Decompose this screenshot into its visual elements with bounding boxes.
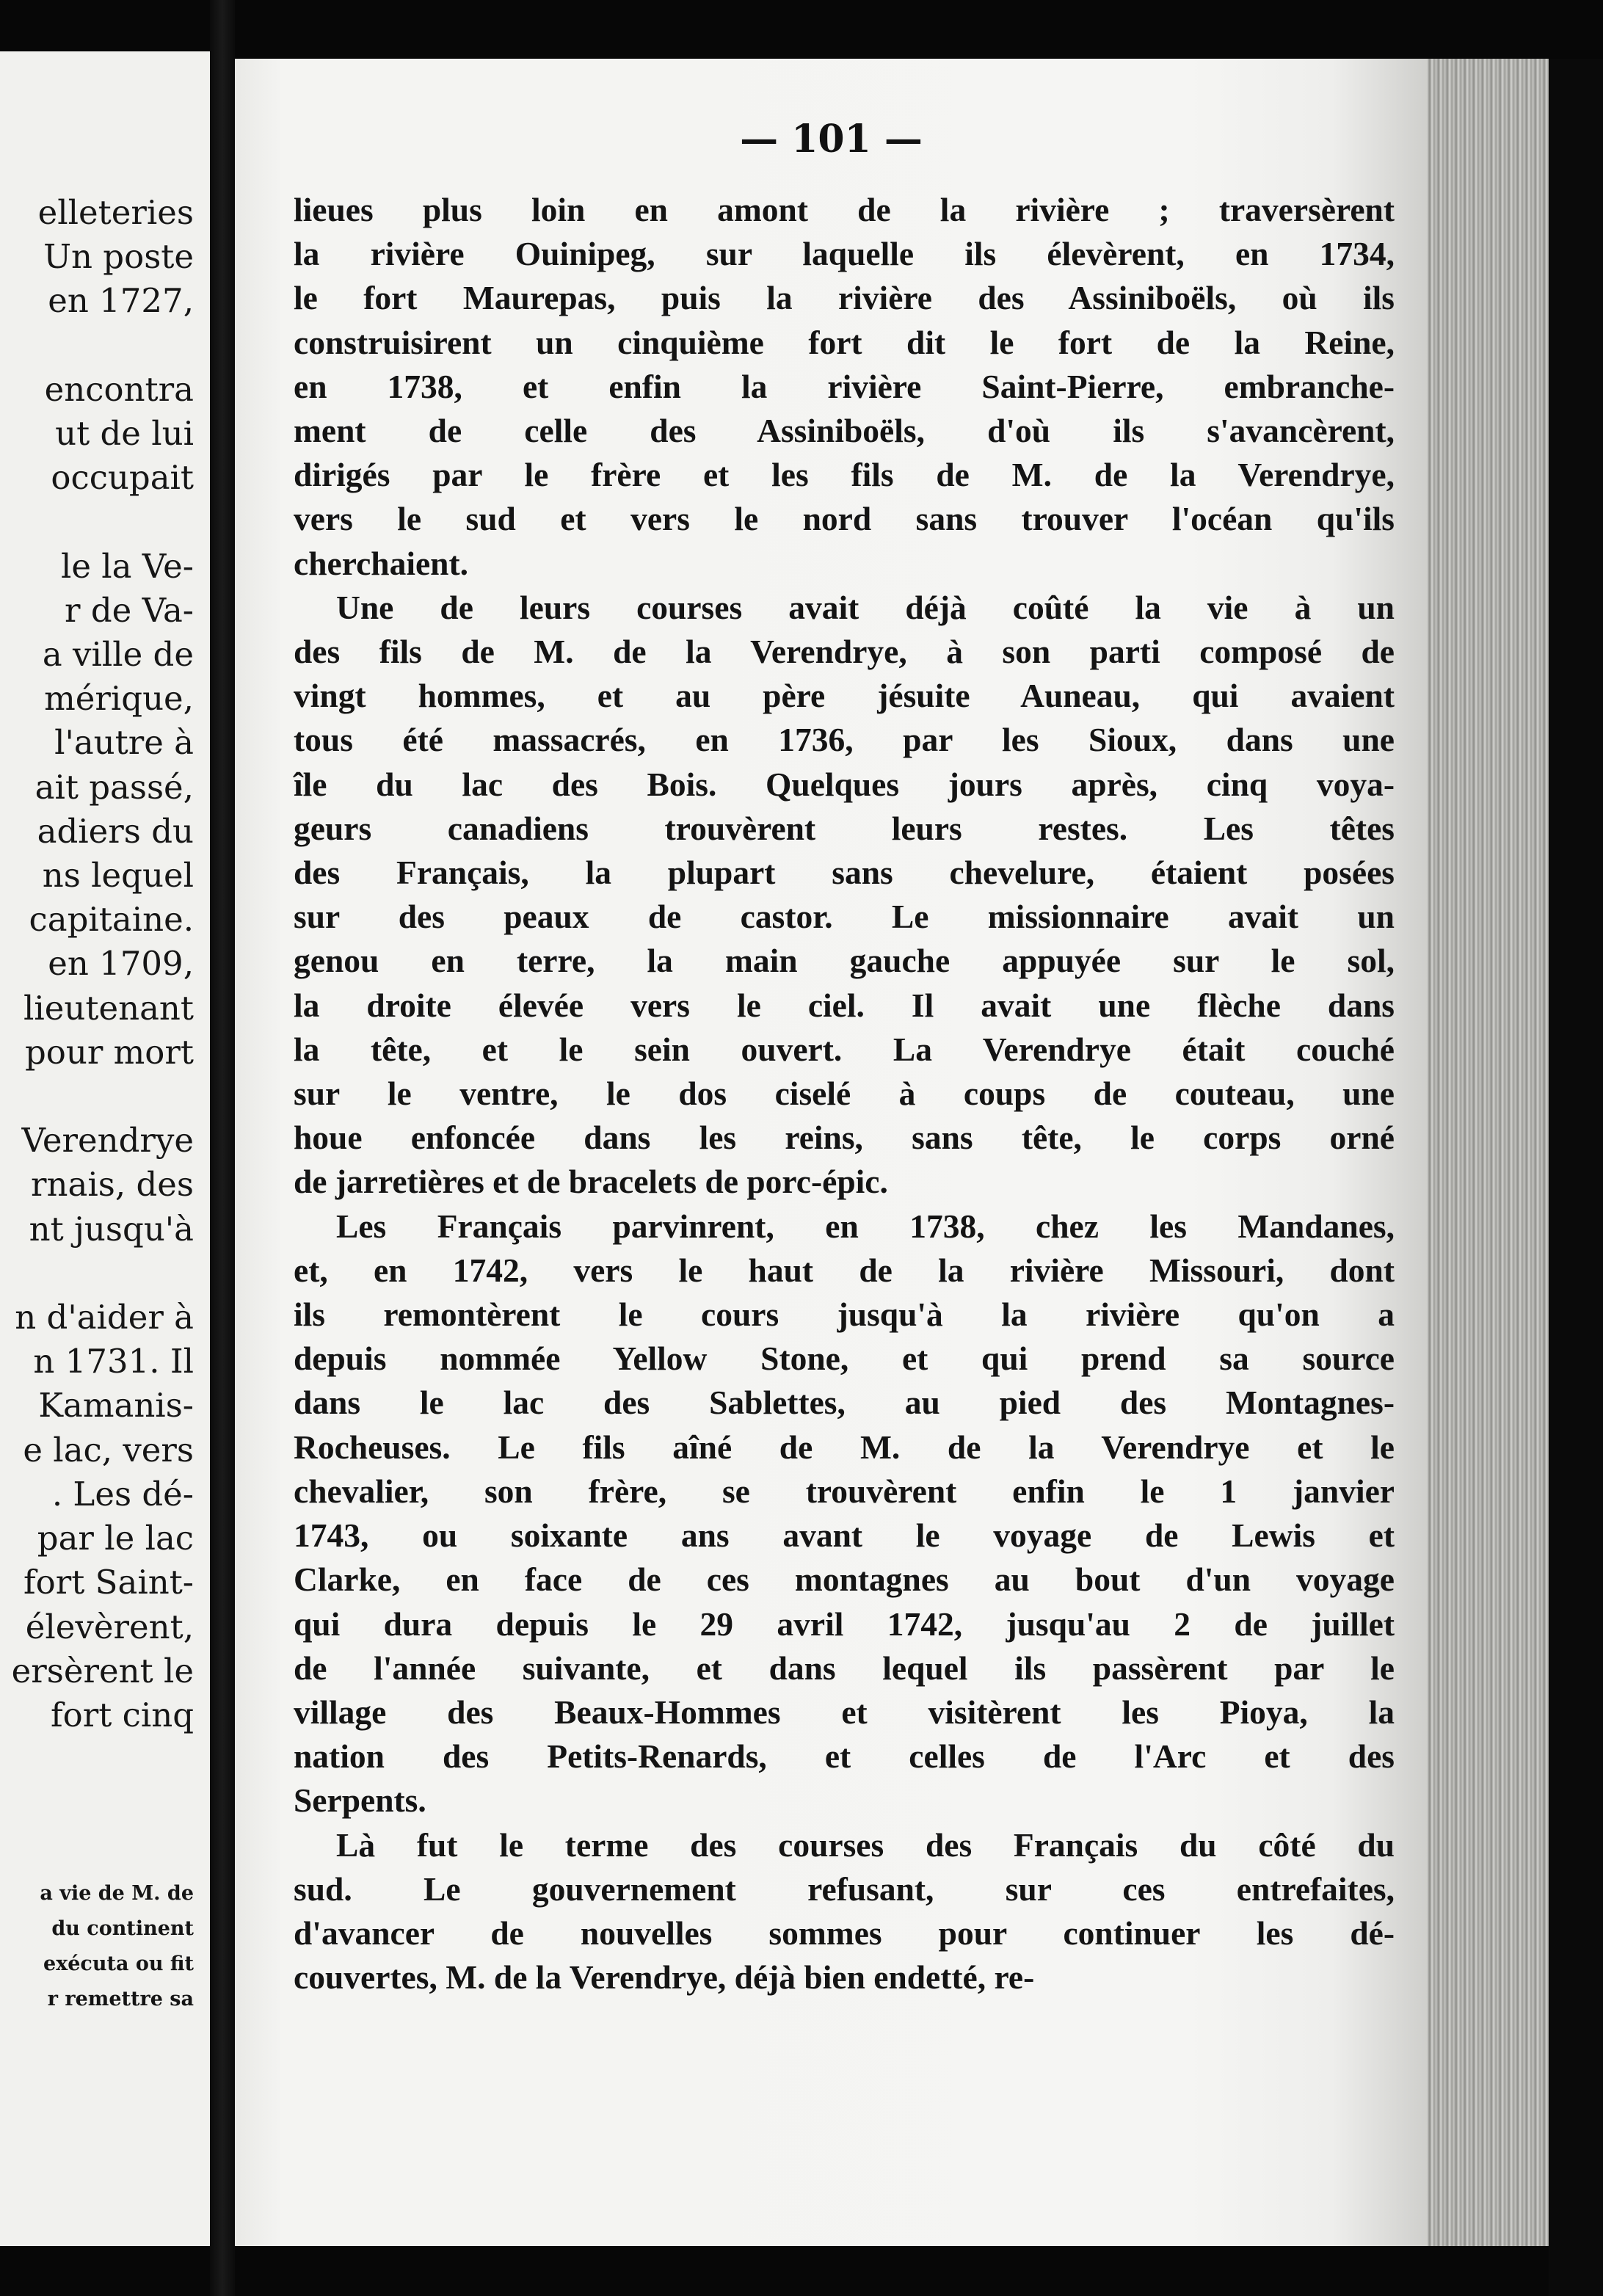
previous-page-line: en 1709,	[48, 944, 194, 984]
text-line: Clarke, en face de ces montagnes au bout d'un voyage	[294, 1561, 1395, 1599]
previous-page-text	[12, 191, 194, 1737]
paragraph	[294, 188, 1395, 586]
previous-page-line	[12, 1075, 194, 1119]
text-line: tous été massacrés, en 1736, par les Sioux, dans une	[294, 721, 1395, 759]
previous-page-line: n d'aider à	[15, 1298, 194, 1337]
previous-page-line: occupait	[51, 458, 194, 498]
page-edge-shadow	[1549, 59, 1603, 2296]
page-edges	[1428, 59, 1556, 2246]
text-line: vers le sud et vers le nord sans trouver l'océan qu'ils	[294, 500, 1395, 538]
text-line: construisirent un cinquième fort dit le fort de la Reine,	[294, 323, 1395, 361]
previous-page-line: encontra	[44, 369, 194, 409]
text-line: dirigés par le frère et les fils de M. de la Verendrye,	[294, 456, 1395, 494]
text-line: Une de leurs courses avait déjà coûté la vie à un	[336, 588, 1395, 626]
previous-page-line: r de Va-	[65, 590, 194, 630]
book-page	[235, 59, 1428, 2246]
text-line: île du lac des Bois. Quelques jours après, cinq voya-	[294, 765, 1395, 803]
previous-page-line: le la Ve-	[60, 546, 194, 586]
previous-page-line: par le lac	[37, 1519, 194, 1558]
text-line: genou en terre, la main gauche appuyée sur le sol,	[294, 942, 1395, 980]
previous-page-line: elleteries	[37, 193, 194, 232]
text-line: 1743, ou soixante ans avant le voyage de Lewis et	[294, 1516, 1395, 1555]
previous-page-line: ut de lui	[55, 414, 194, 454]
text-line: de jarretières et de bracelets de porc-épic.	[294, 1163, 888, 1201]
previous-page-footnote-line: r remettre sa	[47, 1988, 194, 2010]
previous-page-line: Kamanis-	[38, 1386, 194, 1425]
text-line: Là fut le terme des courses des Français du côté du	[336, 1825, 1395, 1864]
previous-page-line: adiers du	[37, 811, 194, 851]
previous-page-line: mérique,	[44, 679, 194, 719]
previous-page-line: Un poste	[43, 237, 194, 277]
paragraph	[294, 586, 1395, 1205]
text-line: la rivière Ouinipeg, sur laquelle ils élevèrent, en 1734,	[294, 235, 1395, 273]
previous-page-line: Verendrye	[21, 1121, 194, 1160]
previous-page-line: a ville de	[42, 635, 194, 675]
previous-page-line: n 1731. Il	[33, 1342, 194, 1381]
previous-page-line: e lac, vers	[23, 1430, 194, 1469]
text-line: la tête, et le sein ouvert. La Verendrye était couché	[294, 1030, 1395, 1068]
text-line: ment de celle des Assiniboëls, d'où ils s'avancèrent,	[294, 412, 1395, 450]
text-line: Serpents.	[294, 1781, 426, 1820]
text-line: des fils de M. de la Verendrye, à son parti composé de	[294, 633, 1395, 671]
text-line: Rocheuses. Le fils aîné de M. de la Verendrye et le	[294, 1428, 1395, 1466]
previous-page-line: l'autre à	[54, 723, 194, 763]
text-line: chevalier, son frère, se trouvèrent enfin le 1 janvier	[294, 1472, 1395, 1510]
text-line: sur le ventre, le dos ciselé à coups de couteau, une	[294, 1075, 1395, 1113]
previous-page-line: fort cinq	[50, 1695, 194, 1734]
previous-page-line	[12, 324, 194, 368]
text-line: le fort Maurepas, puis la rivière des Assiniboëls, où ils	[294, 279, 1395, 317]
text-line: nation des Petits-Renards, et celles de l'Arc et des	[294, 1737, 1395, 1776]
text-line: sur des peaux de castor. Le missionnaire avait un	[294, 898, 1395, 936]
previous-page-line	[12, 1251, 194, 1296]
text-line: des Français, la plupart sans chevelure, étaient posées	[294, 854, 1395, 892]
text-line: dans le lac des Sablettes, au pied des Montagnes-	[294, 1384, 1395, 1422]
paragraph	[294, 1823, 1395, 2000]
previous-page-line: fort Saint-	[23, 1563, 194, 1602]
previous-page-footnote-line: exécuta ou fit	[43, 1952, 194, 1975]
previous-page-fragment	[0, 51, 210, 2246]
text-line: ils remontèrent le cours jusqu'à la rivière qu'on a	[294, 1296, 1395, 1334]
page-number: — 101 —	[740, 117, 923, 161]
previous-page-line: lieutenant	[23, 988, 194, 1028]
text-line: de l'année suivante, et dans lequel ils passèrent par le	[294, 1649, 1395, 1687]
text-line: couvertes, M. de la Verendrye, déjà bien endetté, re-	[294, 1958, 1035, 1997]
previous-page-line: ersèrent le	[11, 1651, 194, 1690]
previous-page-line	[12, 500, 194, 544]
text-line: cherchaient.	[294, 544, 468, 582]
text-line: d'avancer de nouvelles sommes pour continuer les dé-	[294, 1914, 1395, 1952]
text-line: sud. Le gouvernement refusant, sur ces entrefaites,	[294, 1870, 1395, 1908]
previous-page-line: en 1727,	[48, 281, 194, 321]
text-line: la droite élevée vers le ciel. Il avait une flèche dans	[294, 986, 1395, 1024]
previous-page-line: ns lequel	[42, 856, 194, 895]
book-gutter	[210, 0, 235, 2296]
previous-page-footnote	[40, 1876, 194, 2017]
text-line: geurs canadiens trouvèrent leurs restes. Les têtes	[294, 809, 1395, 847]
previous-page-line: rnais, des	[31, 1165, 194, 1205]
text-line: qui dura depuis le 29 avril 1742, jusqu'au 2 de juillet	[294, 1605, 1395, 1643]
previous-page-line: capitaine.	[29, 900, 194, 940]
text-line: depuis nommée Yellow Stone, et qui prend sa source	[294, 1340, 1395, 1378]
text-line: vingt hommes, et au père jésuite Auneau, qui avaient	[294, 677, 1395, 715]
previous-page-line: nt jusqu'à	[29, 1209, 194, 1249]
text-line: lieues plus loin en amont de la rivière ; traversèrent	[294, 191, 1395, 228]
previous-page-footnote-line: a vie de M. de	[40, 1882, 194, 1905]
previous-page-line: ait passé,	[34, 767, 194, 807]
previous-page-footnote-line: du continent	[51, 1917, 194, 1940]
text-line: houe enfoncée dans les reins, sans tête, le corps orné	[294, 1119, 1395, 1157]
previous-page-line: pour mort	[24, 1032, 194, 1072]
previous-page-line: élevèrent,	[25, 1607, 194, 1646]
page-body	[294, 188, 1395, 1999]
text-line: village des Beaux-Hommes et visitèrent les Pioya, la	[294, 1693, 1395, 1731]
text-line: et, en 1742, vers le haut de la rivière Missouri, dont	[294, 1251, 1395, 1289]
text-line: Les Français parvinrent, en 1738, chez les Mandanes,	[336, 1207, 1395, 1245]
paragraph	[294, 1205, 1395, 1823]
text-line: en 1738, et enfin la rivière Saint-Pierre, embranche-	[294, 367, 1395, 405]
previous-page-line: . Les dé-	[51, 1474, 194, 1514]
